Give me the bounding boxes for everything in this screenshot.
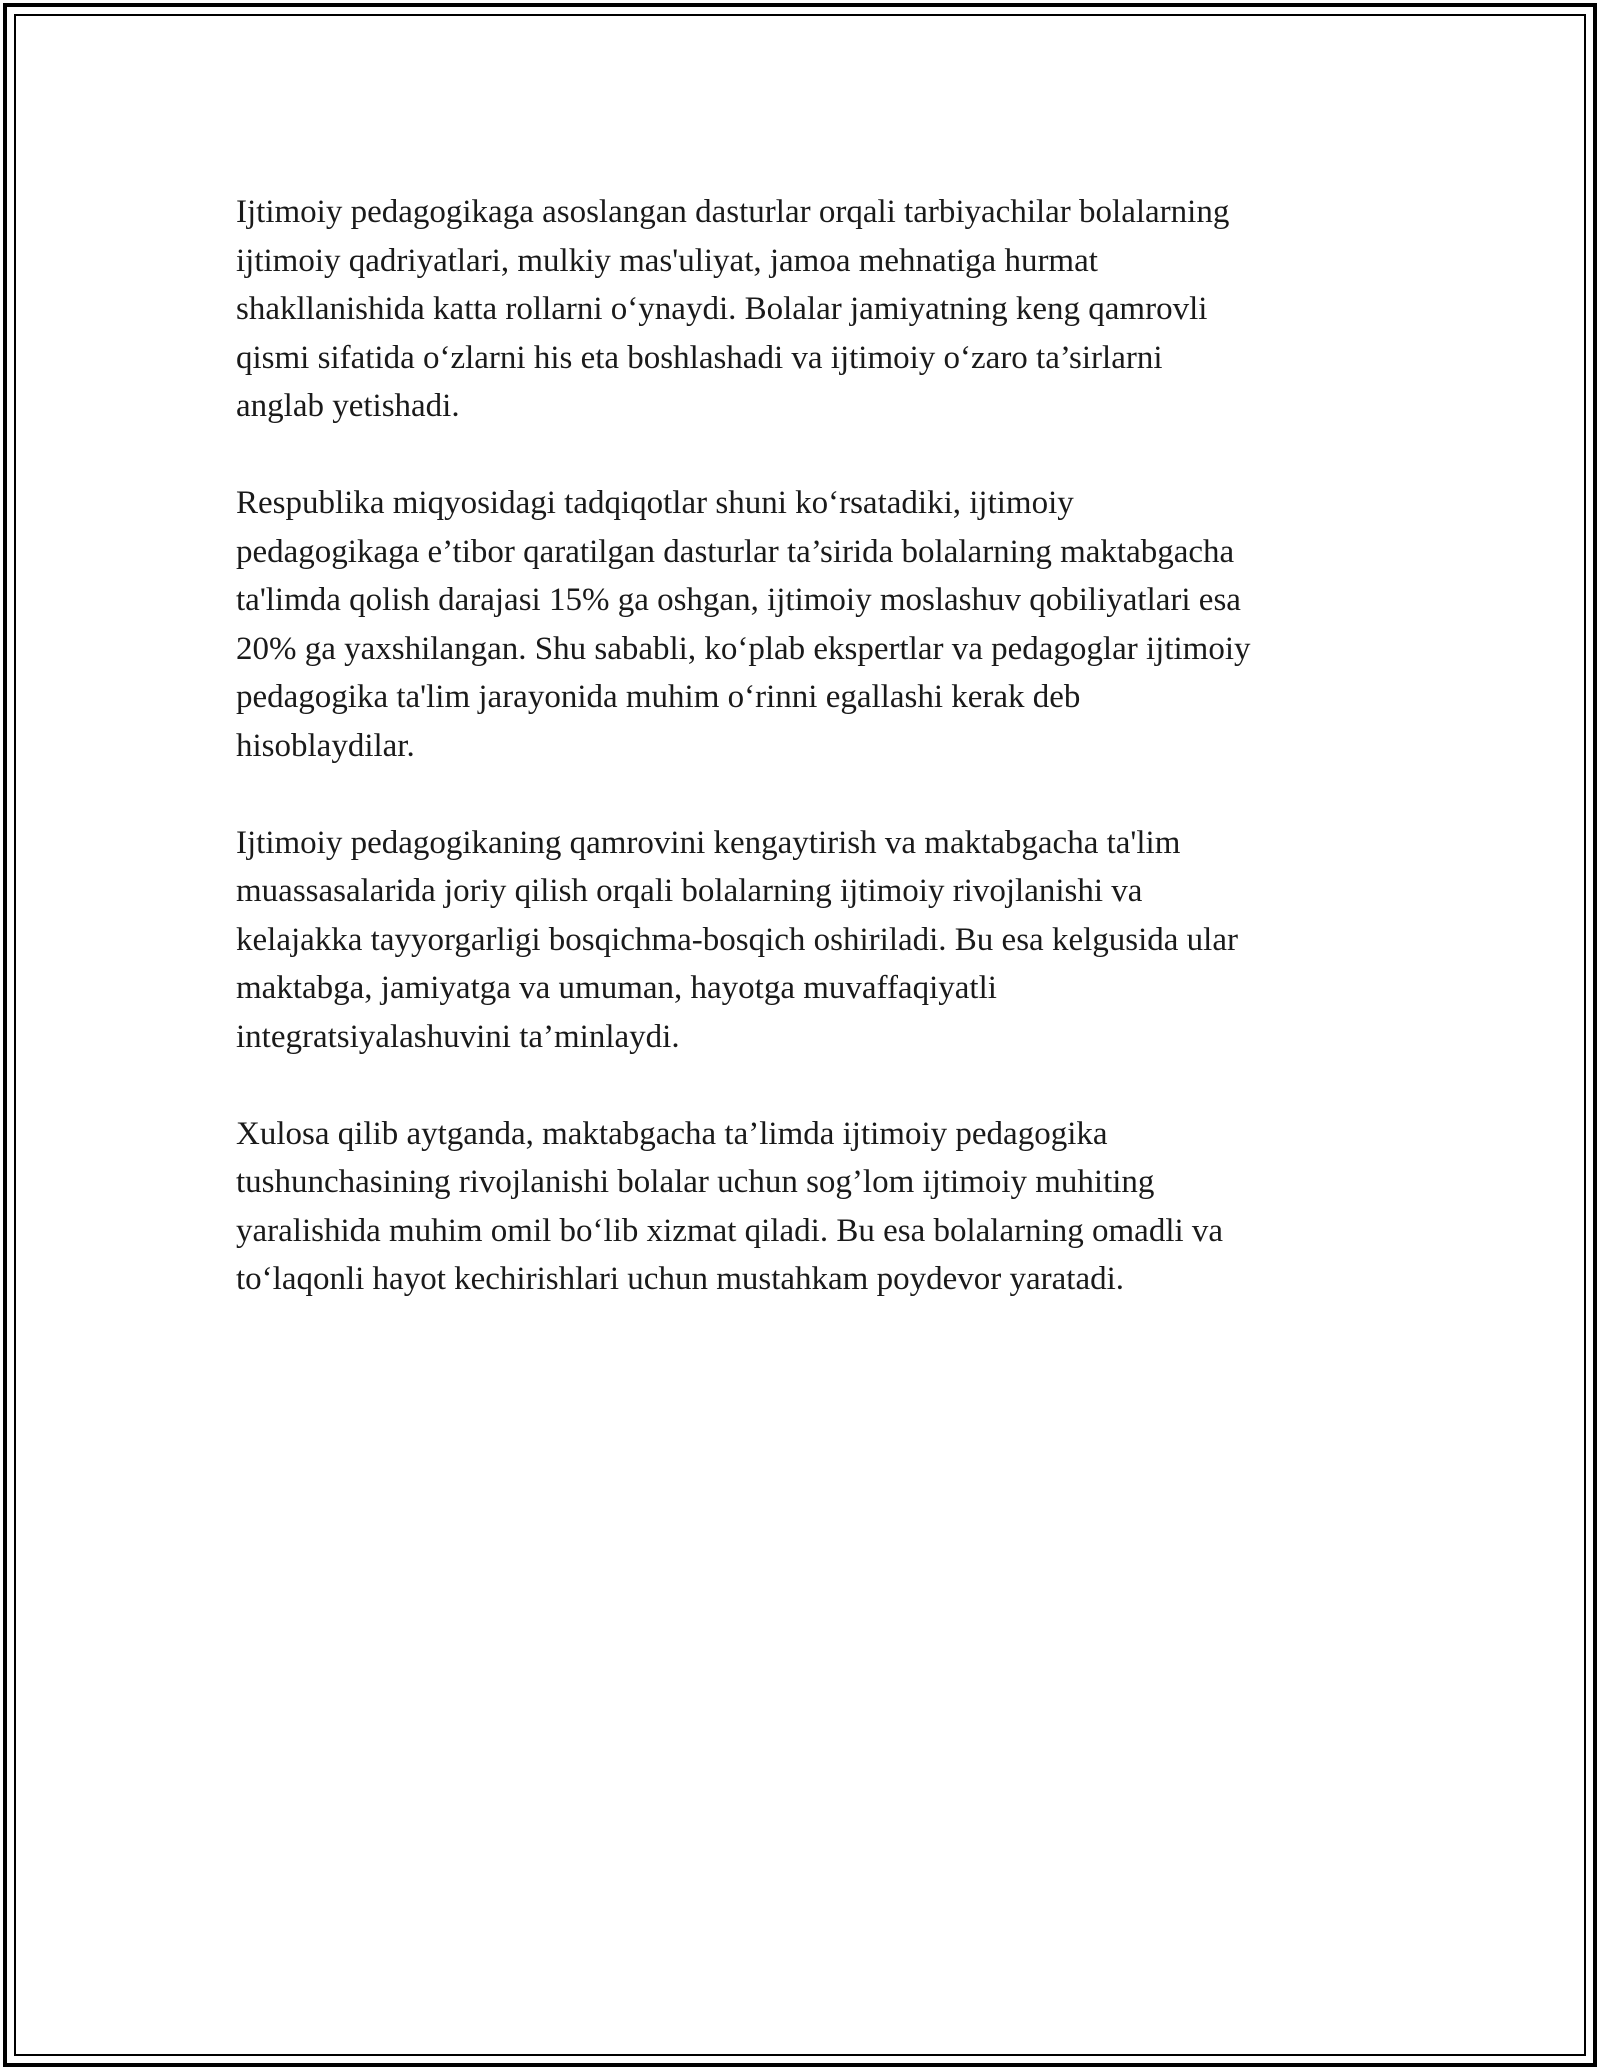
document-body <box>236 188 1386 1352</box>
paragraph-4: Xulosa qilib aytganda, maktabgacha ta’limda ijtimoiy pedagogika tushunchasining rivojlanishi bolalar uchun sog’lom ijtimoiy muhiting yaralishida muhim omil bo‘lib xizmat qiladi. Bu esa bolalarning omadli va to‘laqonli hayot kechirishlari uchun mustahkam poydevor yaratadi. <box>236 1115 1224 1297</box>
paragraph-1: Ijtimoiy pedagogikaga asoslangan dasturlar orqali tarbiyachilar bolalarning ijtimoiy qadriyatlari, mulkiy mas'uliyat, jamoa mehnatiga hurmat shakllanishida katta rollarni o‘ynaydi. Bolalar jamiyatning keng qamrovli qismi sifatida o‘zlarni his eta boshlashadi va ijtimoiy o‘zaro ta’sirlarni anglab yetishadi. <box>236 194 1230 424</box>
paragraph-2: Respublika miqyosidagi tadqiqotlar shuni ko‘rsatadiki, ijtimoiy pedagogikaga e’tibor qaratilgan dasturlar ta’sirida bolalarning maktabgacha ta'limda qolish darajasi 15% ga oshgan, ijtimoiy moslashuv qobiliyatlari esa 20% ga yaxshilangan. Shu sababli, ko‘plab ekspertlar va pedagoglar ijtimoiy pedagogika ta'lim jarayonida muhim o‘rinni egallashi kerak deb hisoblaydilar. <box>236 485 1251 764</box>
paragraph-3: Ijtimoiy pedagogikaning qamrovini kengaytirish va maktabgacha ta'lim muassasalarida joriy qilish orqali bolalarning ijtimoiy rivojlanishi va kelajakka tayyorgarligi bosqichma-bosqich oshiriladi. Bu esa kelgusida ular maktabga, jamiyatga va umuman, hayotga muvaffaqiyatli integratsiyalashuvini ta’minlaydi. <box>236 824 1238 1055</box>
